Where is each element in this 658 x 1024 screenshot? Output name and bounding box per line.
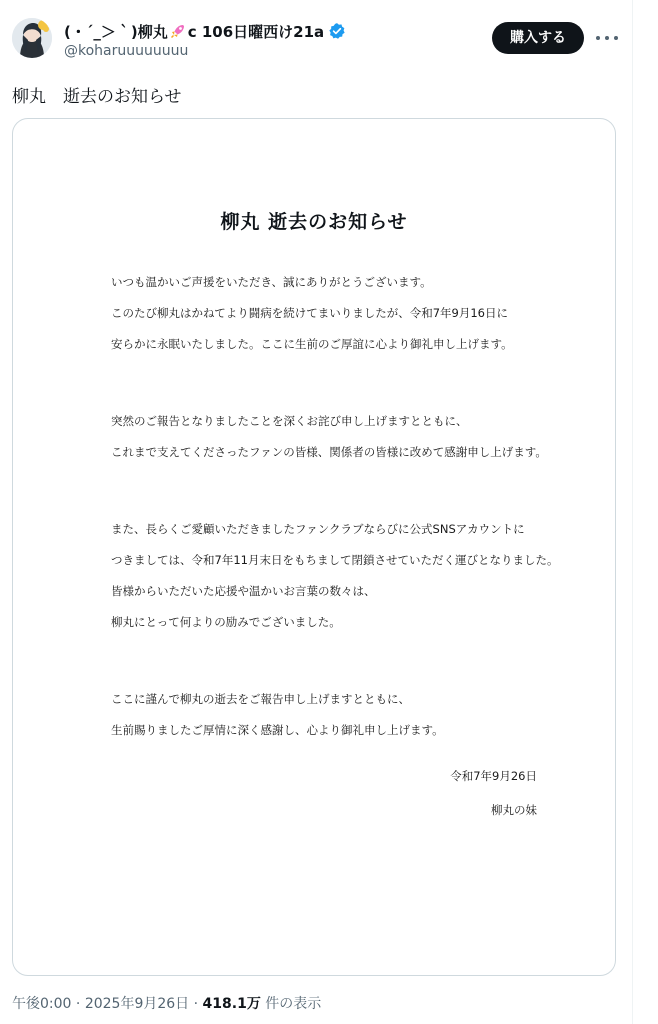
notice-date: 令和7年9月26日 [450,769,537,783]
more-dot [596,36,600,40]
tweet-time[interactable]: 午後0:00 [12,996,72,1012]
meta-separator: · [189,996,203,1012]
notice-paragraph [111,406,571,468]
display-name-prefix: (・´_＞｀)柳丸 [64,22,168,41]
avatar[interactable] [12,18,52,58]
meta-separator: · [71,996,85,1012]
notice-line: 皆様からいただいた応援や温かいお言葉の数々は、 [111,584,376,598]
views-label: 件の表示 [260,996,322,1012]
buy-button[interactable]: 購入する [492,22,584,54]
notice-title: 柳丸 逝去のお知らせ [220,211,408,233]
notice-line: また、長らくご愛顧いただきましたファンクラブならびに公式SNSアカウントに [111,522,525,536]
display-name-suffix: c 106日曜西け21a [187,22,325,41]
notice-line: つきましては、令和7年11月末日をもちまして閉鎖させていただく運びとなりました。 [111,553,559,567]
more-dot [605,36,609,40]
more-dot [614,36,618,40]
column-divider [632,0,633,1024]
notice-line: いつも温かいご声援をいただき、誠にありがとうございます。 [111,275,432,289]
notice-line: 生前賜りましたご厚情に深く感謝し、心より御礼申し上げます。 [111,723,444,737]
notice-body [111,267,571,792]
notice-line: ここに謹んで柳丸の逝去をご報告申し上げますとともに、 [111,692,410,706]
notice-paragraph [111,514,571,638]
notice-signature: 柳丸の妹 [491,803,537,817]
notice-line: このたび柳丸はかねてより闘病を続けてまいりましたが、令和7年9月16日に [111,306,508,320]
tweet-media-image[interactable] [12,118,616,976]
more-icon[interactable] [596,28,618,48]
notice-closing [450,759,537,827]
notice-line: 突然のご報告となりましたことを深くお詫び申し上げますとともに、 [111,414,468,428]
tweet-date[interactable]: 2025年9月26日 [84,996,190,1012]
rocket-icon [170,23,186,39]
notice-line: 柳丸にとって何よりの励みでございました。 [111,615,341,629]
notice-line: 安らかに永眠いたしました。ここに生前のご厚誼に心より御礼申し上げます。 [111,337,513,351]
tweet-meta [12,993,321,1013]
views-count[interactable]: 418.1万 [202,996,261,1012]
tweet-header [12,16,624,64]
display-name-row[interactable] [64,20,484,42]
notice-paragraph [111,267,571,360]
user-names [64,20,484,59]
avatar-image [12,18,52,58]
notice-paragraph [111,684,571,746]
tweet-text: 柳丸 逝去のお知らせ [12,87,182,107]
verified-badge-icon [328,22,346,40]
user-handle[interactable]: @koharuuuuuuuu [64,43,189,59]
notice-line: これまで支えてくださったファンの皆様、関係者の皆様に改めて感謝申し上げます。 [111,445,547,459]
